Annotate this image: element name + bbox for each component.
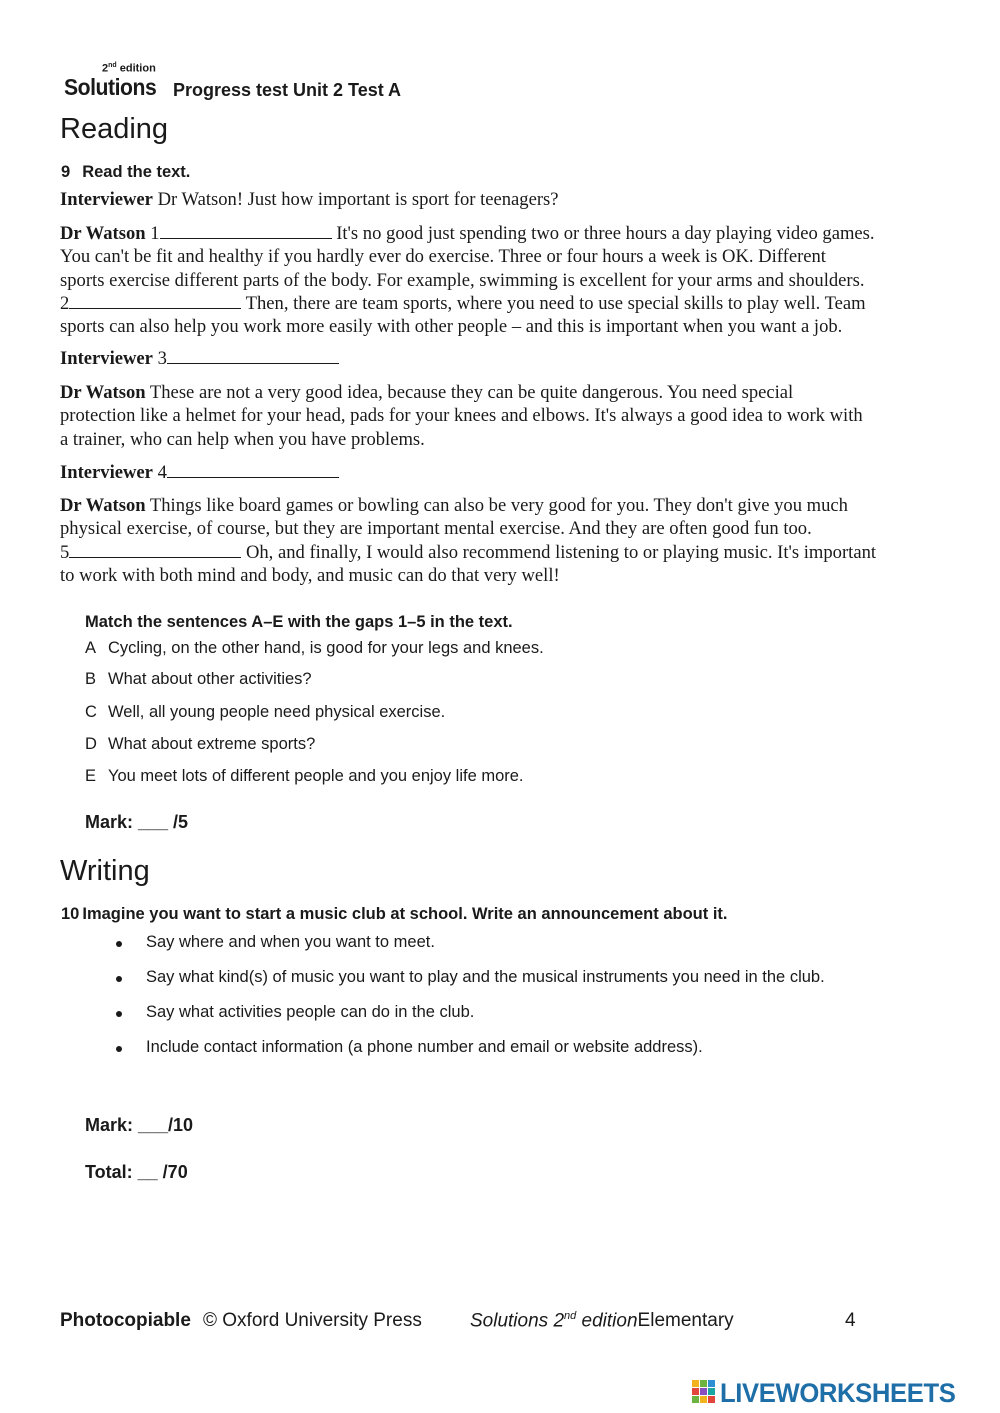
bullet-dot-icon	[116, 976, 122, 982]
writing-bullet: Say what kind(s) of music you want to play and the musical instruments you need in the club.	[116, 968, 936, 990]
interview-line-5: Interviewer 4	[60, 461, 940, 484]
logo-tile	[700, 1380, 707, 1387]
brand-name: Solutions	[64, 74, 157, 100]
publisher-label: © Oxford University Press	[203, 1310, 422, 1331]
page-number: 4	[845, 1310, 856, 1331]
logo-tile	[692, 1396, 699, 1403]
task-9-instruction: 9 Read the text.	[61, 163, 191, 181]
logo-tile	[700, 1396, 707, 1403]
logo-tile	[708, 1388, 715, 1395]
interview-paragraph-2: Dr Watson 1 It's no good just spending two or three hours a day playing video games. You can't be fit and healthy if you hardly ever do exercise. Three or four hours a week is OK. Different sports exercise different parts of the body. For example, swimming is excellent for your arms and shoulders. 2 Then, there are team sports, where you need to use special skills to play well. Team sports can also help you work more easily with other people – and this is important when you want a job.	[60, 223, 875, 338]
gap-3-blank[interactable]	[167, 347, 339, 364]
solutions-logo	[64, 62, 444, 104]
writing-bullet: Say where and when you want to meet.	[116, 933, 936, 955]
series-label: Solutions 2nd edition Elementary	[470, 1310, 734, 1332]
writing-bullet: Say what activities people can do in the club.	[116, 1003, 936, 1025]
writing-bullet: Include contact information (a phone number and email or website address).	[116, 1038, 936, 1060]
option-c: C Well, all young people need physical exercise.	[85, 703, 446, 721]
logo-tile	[692, 1380, 699, 1387]
logo-tile	[700, 1388, 707, 1395]
logo-tile	[708, 1380, 715, 1387]
bullet-dot-icon	[116, 1046, 122, 1052]
edition-label: 2nd edition	[102, 62, 156, 75]
gap-2-blank[interactable]	[69, 292, 241, 309]
option-d: D What about extreme sports?	[85, 735, 316, 753]
liveworksheets-logo	[690, 1376, 992, 1410]
reading-heading: Reading	[60, 113, 169, 145]
photocopiable-label: Photocopiable	[60, 1310, 191, 1331]
interview-paragraph-4: Dr Watson These are not a very good idea, because they can be quite dangerous. You need special protection like a helmet for your head, pads for your knees and elbows. It's always a good idea to work with a trainer, who can help when you have problems.	[60, 382, 863, 450]
logo-tile	[692, 1388, 699, 1395]
match-instruction: Match the sentences A–E with the gaps 1–5 in the text.	[85, 613, 513, 631]
gap-4-blank[interactable]	[167, 461, 339, 478]
total-mark: Total: __ /70	[85, 1162, 188, 1182]
liveworksheets-wordmark[interactable]: LIVEWORKSHEETS	[720, 1378, 956, 1408]
option-a: A Cycling, on the other hand, is good for your legs and knees.	[85, 639, 544, 657]
bullet-dot-icon	[116, 1011, 122, 1017]
writing-heading: Writing	[60, 855, 150, 887]
writing-mark: Mark: ___/10	[85, 1115, 194, 1135]
bullet-dot-icon	[116, 941, 122, 947]
interview-paragraph-6: Dr Watson Things like board games or bowling can also be very good for you. They don't give you much physical exercise, of course, but they are important mental exercise. And they are often good fun too. 5 Oh, and finally, I would also recommend listening to or playing music. It's important to work with both mind and body, and music can do that very well!	[60, 495, 877, 586]
test-title: Progress test Unit 2 Test A	[173, 80, 402, 100]
option-b: B What about other activities?	[85, 670, 312, 688]
page-footer	[60, 1310, 860, 1334]
task-10-instruction: 10 Imagine you want to start a music club at school. Write an announcement about it.	[61, 905, 728, 923]
gap-5-blank[interactable]	[69, 541, 241, 558]
gap-1-blank[interactable]	[160, 222, 332, 239]
option-e: E You meet lots of different people and you enjoy life more.	[85, 767, 524, 785]
reading-mark: Mark: ___ /5	[85, 812, 189, 832]
interview-line-3: Interviewer 3	[60, 347, 940, 370]
interview-line-1: Interviewer Dr Watson! Just how important is sport for teenagers?	[60, 189, 559, 210]
logo-tile	[708, 1396, 715, 1403]
